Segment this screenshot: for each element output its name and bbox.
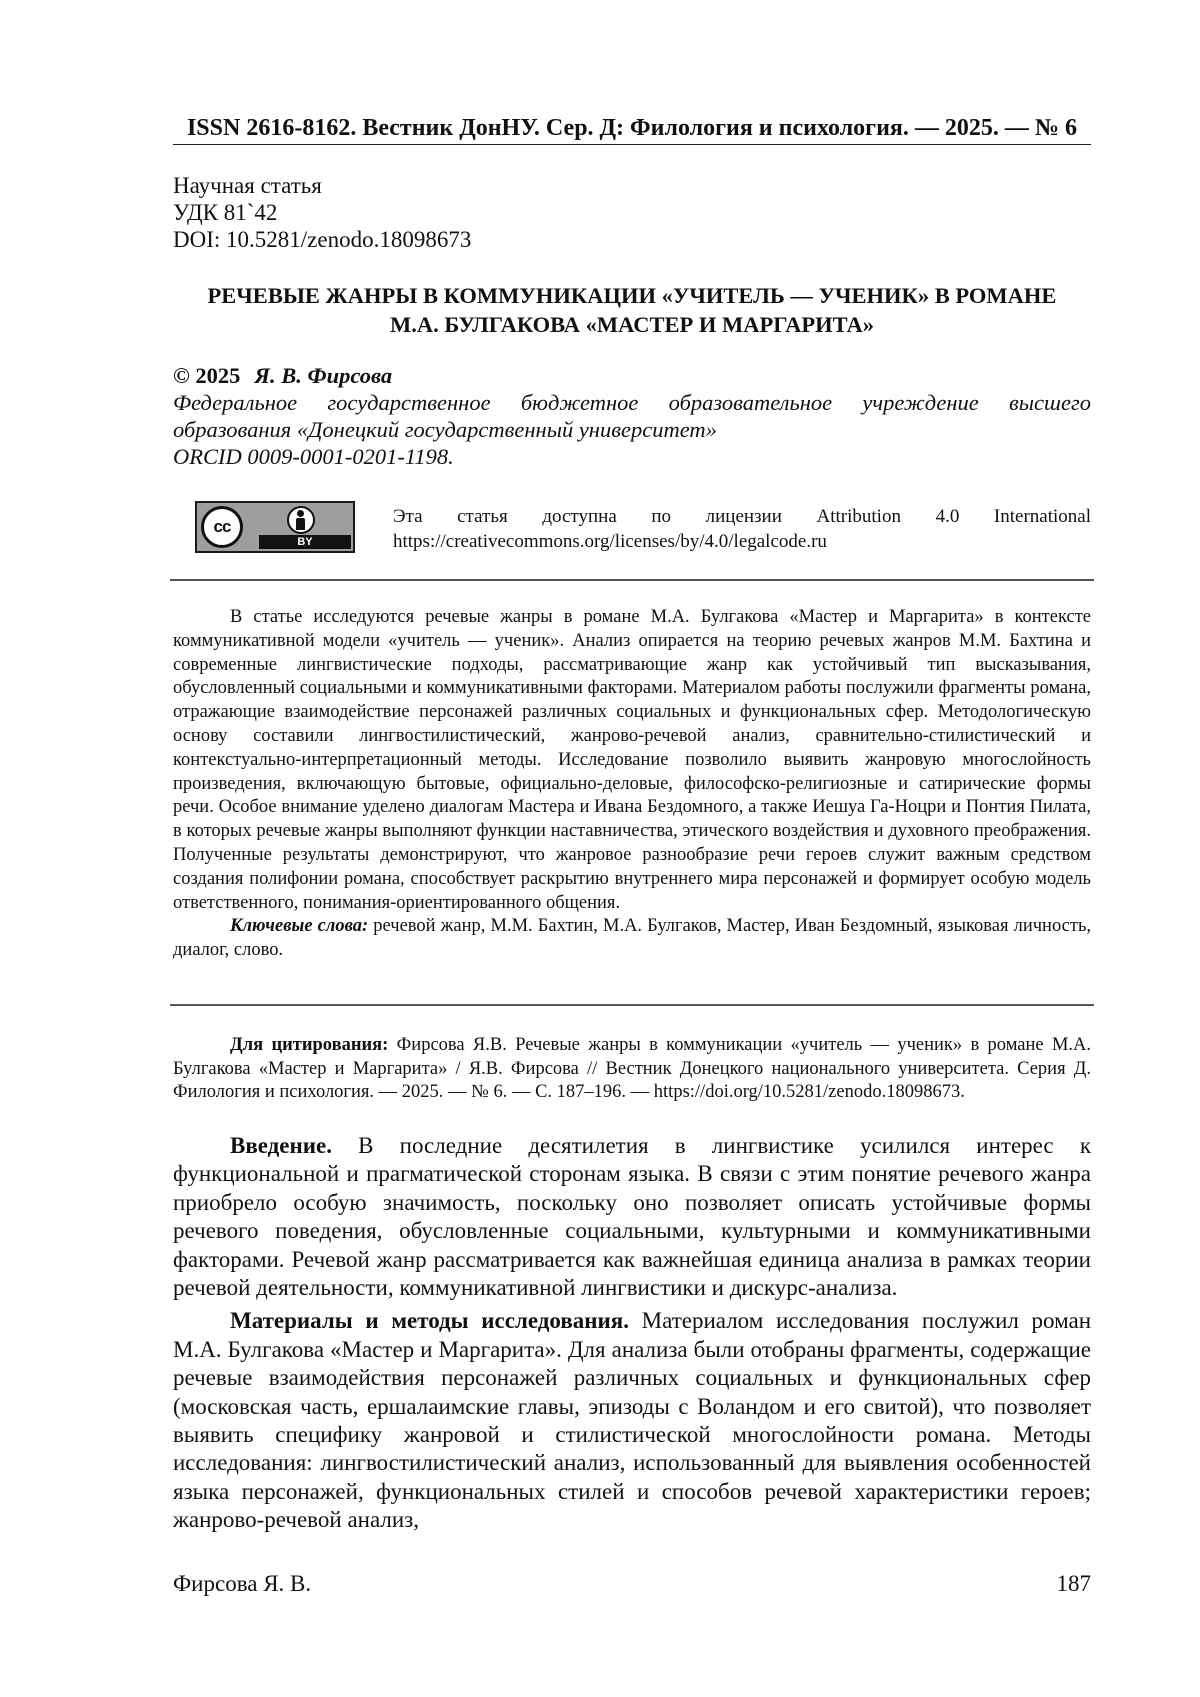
title-line-1: РЕЧЕВЫЕ ЖАНРЫ В КОММУНИКАЦИИ «УЧИТЕЛЬ — УЧЕНИК» В РОМАНЕ (207, 283, 1057, 308)
license-text-line-1: Эта статья доступна по лицензии Attribution 4.0 International (393, 506, 1091, 527)
methods-heading: Материалы и методы исследования. (230, 1308, 629, 1334)
divider-bottom (170, 1004, 1094, 1006)
article-type: Научная статья (173, 173, 322, 198)
article-title (173, 281, 1091, 339)
by-label: BY (259, 535, 351, 549)
affiliation-line-1: Федеральное государственное бюджетное образовательное учреждение высшего (173, 390, 1091, 415)
keywords-text: речевой жанр, М.М. Бахтин, М.А. Булгаков, Мастер, Иван Бездомный, языковая личность, диалог, слово. (173, 916, 1092, 961)
abstract-text: В статье исследуются речевые жанры в романе М.А. Булгакова «Мастер и Маргарита» в контексте коммуникативной модели «учитель — ученик». Анализ опирается на теорию речевых жанров М.М. Бахтина и современные лингвистические подходы, рассматривающие жанр как устойчивый тип высказывания, обусловленный социальными и коммуникативными факторами. Материалом работы послужили фрагменты романа, отражающие взаимодействие персонажей различных социальных и функциональных сфер. Методологическую основу составили лингвостилистический, жанрово-речевой анализ, сравнительно-стилистический и контекстуально-интерпретационный методы. Исследование позволило выявить жанровую многослойность произведения, включающую бытовые, официально-деловые, философско-религиозные и сатирические формы речи. Особое внимание уделено диалогам Мастера и Ивана Бездомного, а также Иешуа Га-Ноцри и Понтия Пилата, в которых речевые жанры выполняют функции наставничества, этического воздействия и духовного преображения. Полученные результаты демонстрируют, что жанровое разнообразие речи героев служит важным средством создания полифонии романа, способствует раскрытию внутреннего мира персонажей и формирует особую модель ответственного, понимания-ориентированного общения. (173, 607, 1091, 913)
license-url[interactable]: https://creativecommons.org/licenses/by/4.0/legalcode.ru (393, 531, 827, 552)
abstract (173, 606, 1091, 963)
author-line (173, 362, 1091, 389)
attribution-icon-body (296, 518, 305, 530)
citation-text: Фирсова Я.В. Речевые жанры в коммуникации «учитель — ученик» в романе М.А. Булгакова «Мастер и Маргарита» / Я.В. Фирсова // Вестник Донецкого национального университета. Серия Д. Филология и психология. — 2025. — № 6. — С. 187–196. — https://doi.org/10.5281/zenodo.18098673. (173, 1035, 1091, 1102)
divider-top (170, 579, 1094, 581)
udc-code: УДК 81`42 (173, 200, 278, 225)
cc-icon: cc (201, 506, 243, 548)
attribution-icon-head (297, 510, 304, 517)
keywords (173, 915, 1091, 963)
license-text (393, 504, 1091, 554)
intro-text: В последние десятилетия в лингвистике усилился интерес к функциональной и прагматической сторонам языка. В связи с этим понятие речевого жанра приобрело особую значимость, поскольку оно позволяет описать устойчивые формы речевого поведения, обусловленные социальными, культурными и коммуникативными факторами. Речевой жанр рассматривается как важнейшая единица анализа в рамках теории речевой деятельности, коммуникативной лингвистики и дискурс-анализа. (173, 1133, 1091, 1301)
citation (173, 1034, 1091, 1105)
footer-author: Фирсова Я. В. (173, 1571, 312, 1596)
methods-text: Материалом исследования послужил роман М.А. Булгакова «Мастер и Маргарита». Для анализа были отобраны фрагменты, содержащие речевые взаимодействия персонажей различных социальных и функциональных сфер (московская часть, ершалаимские главы, эпизоды с Воландом и его свитой), что позволяет выявить специфику жанровой и стилистической многослойности романа. Методы исследования: лингвостилистический анализ, использованный для выявления особенностей языка персонажей, функциональных стилей и способов речевой характеристики героев; жанрово-речевой анализ, (173, 1308, 1092, 1533)
title-line-2: М.А. БУЛГАКОВА «МАСТЕР И МАРГАРИТА» (390, 312, 874, 337)
page-number: 187 (1056, 1571, 1091, 1596)
running-head: ISSN 2616-8162. Вестник ДонНУ. Сер. Д: Филология и психология. — 2025. — № 6 (173, 113, 1091, 145)
cc-by-license-badge[interactable] (195, 501, 355, 553)
article-meta (173, 172, 471, 253)
doi: DOI: 10.5281/zenodo.18098673 (173, 227, 472, 252)
license-row (173, 501, 1091, 555)
methods-paragraph (173, 1307, 1091, 1534)
citation-block (173, 1034, 1091, 1105)
intro-paragraph (173, 1132, 1091, 1302)
citation-label: Для цитирования: (230, 1035, 389, 1055)
keywords-label: Ключевые слова: (230, 916, 369, 937)
copyright: © 2025 (173, 363, 241, 388)
author-name: Я. В. Фирсова (254, 363, 393, 388)
intro-heading: Введение. (230, 1133, 332, 1158)
affiliation-line-2: образования «Донецкий государственный университет» (173, 417, 717, 442)
orcid: ORCID 0009-0001-0201-1198. (173, 444, 454, 469)
author-block (173, 362, 1091, 470)
article-body (173, 1132, 1091, 1540)
